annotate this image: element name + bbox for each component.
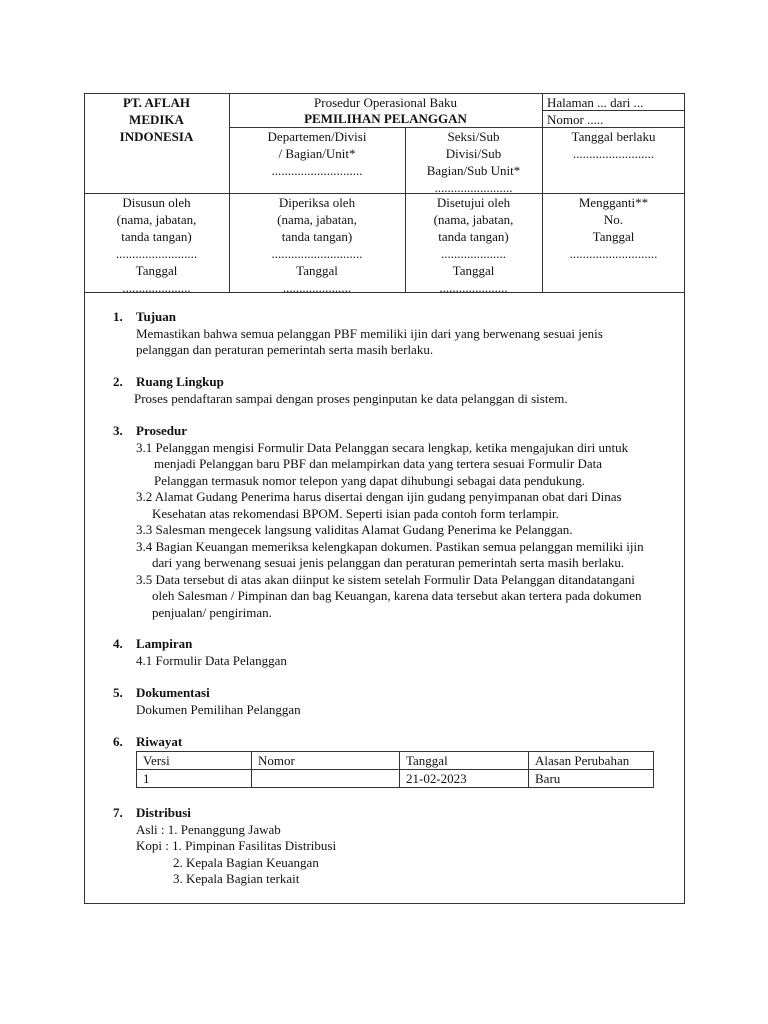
section-cell — [405, 128, 542, 196]
procedure-line: dari yang berwenang sesuai jenis pelanggan dan peraturan pemerintah serta masih berlaku. — [152, 555, 625, 570]
section-tujuan — [113, 309, 603, 359]
cell-line: Tanggal berlaku — [571, 129, 656, 144]
doc-number: Nomor ..... — [547, 112, 604, 127]
section-dokumentasi — [113, 685, 301, 718]
section-riwayat — [113, 734, 182, 751]
cell-line: ............................ — [271, 246, 363, 261]
section-prosedur — [113, 423, 644, 621]
section-number: 2. — [113, 374, 123, 389]
cell-line: tanda tangan) — [438, 229, 509, 244]
section-number: 3. — [113, 423, 123, 438]
section-number: 1. — [113, 309, 123, 324]
cell-line: Mengganti** — [578, 195, 649, 210]
procedure-line: oleh Salesman / Pimpinan dan bag Keuangan, karena data tersebut akan tertera pada dokumen — [152, 588, 642, 603]
cell-line: ........................ — [434, 180, 513, 195]
cell-line: Tanggal — [452, 263, 495, 278]
cell-line: Tanggal — [592, 229, 635, 244]
distribution-line: Kopi : 1. Pimpinan Fasilitas Distribusi — [136, 838, 337, 853]
section-title: Riwayat — [136, 734, 183, 749]
table-cell — [252, 770, 400, 788]
section-title: Tujuan — [136, 309, 176, 324]
replaces-cell — [542, 194, 685, 262]
cell-line: No. — [603, 212, 624, 227]
body-line: pelanggan dan peraturan pemerintah serta masih berlaku. — [136, 342, 434, 357]
distribution-line: 3. Kepala Bagian terkait — [173, 871, 300, 886]
procedure-line: Pelanggan termasuk nomor telepon yang dapat dihubungi sebagai data pendukung. — [154, 472, 586, 488]
section-title: Dokumentasi — [136, 685, 210, 700]
cell-line: ......................... — [572, 146, 655, 161]
section-number: 7. — [113, 805, 123, 820]
table-cell: 21-02-2023 — [400, 770, 529, 788]
cell-line: (nama, jabatan, — [116, 212, 197, 227]
section-number: 5. — [113, 685, 123, 700]
cell-line: tanda tangan) — [281, 229, 353, 244]
table-header: Alasan Perubahan — [529, 752, 654, 770]
section-ruang-lingkup — [113, 374, 568, 407]
body-line: Dokumen Pemilihan Pelanggan — [136, 701, 301, 717]
procedure-line: penjualan/ pengiriman. — [152, 604, 272, 620]
cell-line: Diperiksa oleh — [278, 195, 356, 210]
cell-line: Disetujui oleh — [436, 195, 511, 210]
effective-date-cell — [542, 128, 685, 162]
cell-line: Divisi/Sub — [445, 146, 502, 161]
body-line: 4.1 Formulir Data Pelanggan — [136, 652, 287, 668]
table-header-row — [137, 752, 654, 770]
cell-line: (nama, jabatan, — [277, 212, 357, 227]
checked-cell — [229, 194, 405, 296]
table-cell: 1 — [137, 770, 252, 788]
section-lampiran — [113, 636, 287, 669]
body-line: Proses pendaftaran sampai dengan proses penginputan ke data pelanggan di sistem. — [134, 390, 568, 406]
cell-line: ......................... — [115, 246, 198, 261]
section-number: 6. — [113, 734, 123, 749]
doc-title: PEMILIHAN PELANGGAN — [304, 111, 467, 126]
table-header: Nomor — [252, 752, 400, 770]
section-title: Lampiran — [136, 636, 193, 651]
company-name — [84, 94, 229, 145]
cell-line: ............................ — [271, 163, 363, 178]
table-header: Versi — [137, 752, 252, 770]
distribution-line: 2. Kepala Bagian Keuangan — [173, 854, 319, 870]
cell-line: tanda tangan) — [121, 229, 192, 244]
company-line: INDONESIA — [119, 129, 194, 144]
procedure-line: 3.4 Bagian Keuangan memeriksa kelengkapan dokumen. Pastikan semua pelanggan memiliki ijin — [136, 538, 644, 554]
cell-line: Tanggal — [296, 263, 338, 278]
procedure-line: 3.2 Alamat Gudang Penerima harus disertai dengan ijin gudang penyimpanan obat dari Dinas — [136, 489, 622, 504]
table-row — [137, 770, 654, 788]
distribution-line: Asli : 1. Penanggung Jawab — [136, 821, 281, 837]
cell-line: (nama, jabatan, — [433, 212, 514, 227]
cell-line: Disusun oleh — [122, 195, 191, 210]
table-cell: Baru — [529, 770, 654, 788]
cell-line: ..................... — [122, 280, 191, 295]
procedure-line: 3.1 Pelanggan mengisi Formulir Data Pelanggan secara lengkap, ketika mengajukan diri untuk — [136, 439, 629, 455]
page-info: Halaman ... dari ... — [547, 95, 644, 110]
cell-line: ..................... — [282, 280, 352, 295]
cell-line: ..................... — [439, 280, 508, 295]
body-line: Memastikan bahwa semua pelanggan PBF memiliki ijin dari yang berwenang sesuai jenis — [136, 325, 603, 341]
cell-line: Tanggal — [135, 263, 178, 278]
company-line: MEDIKA — [129, 112, 184, 127]
section-distribusi — [113, 805, 336, 888]
table-header: Tanggal — [400, 752, 529, 770]
section-title: Distribusi — [136, 805, 191, 820]
section-title: Prosedur — [136, 423, 188, 438]
prepared-cell — [84, 194, 229, 296]
cell-line: Departemen/Divisi — [267, 129, 367, 144]
procedure-line: menjadi Pelanggan baru PBF dan melampirkan data yang tertera sesuai Formulir Data — [154, 456, 603, 471]
procedure-line: Kesehatan atas rekomendasi BPOM. Seperti isian pada contoh form terlampir. — [152, 505, 559, 521]
procedure-line: 3.3 Salesman mengecek langsung validitas Alamat Gudang Penerima ke Pelanggan. — [136, 522, 573, 537]
cell-line: Seksi/Sub — [447, 129, 500, 144]
history-table — [136, 751, 654, 788]
section-number: 4. — [113, 636, 123, 651]
cell-line: .................... — [441, 246, 506, 261]
cell-line: ........................... — [569, 246, 658, 261]
company-line: PT. AFLAH — [123, 95, 190, 110]
approved-cell — [405, 194, 542, 296]
dept-cell — [229, 128, 405, 179]
section-title: Ruang Lingkup — [136, 374, 224, 389]
cell-line: / Bagian/Unit* — [278, 146, 356, 161]
cell-line: Bagian/Sub Unit* — [426, 163, 521, 178]
procedure-line: 3.5 Data tersebut di atas akan diinput ke sistem setelah Formulir Data Pelanggan ditandatangani — [136, 571, 635, 587]
doc-type: Prosedur Operasional Baku — [314, 95, 457, 110]
